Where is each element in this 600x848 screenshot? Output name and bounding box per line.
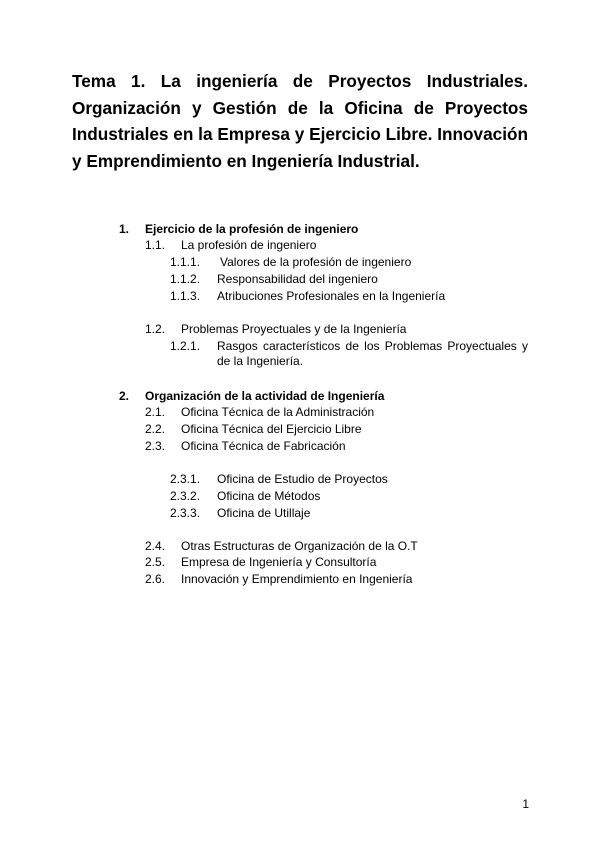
toc-number: 1.1.1. <box>170 255 201 269</box>
toc-text: Oficina de Estudio de Proyectos <box>217 472 388 486</box>
toc-text: Oficina Técnica de Fabricación <box>181 439 346 453</box>
toc-text: Responsabilidad del ingeniero <box>217 272 378 286</box>
toc-number: 2.1. <box>145 405 166 419</box>
toc-text: Oficina Técnica del Ejercicio Libre <box>181 422 362 436</box>
toc-number: 2. <box>119 389 130 403</box>
toc-number: 1.1.3. <box>170 289 201 303</box>
toc-text: Atribuciones Profesionales en la Ingeniería <box>217 289 446 303</box>
toc-text: La profesión de ingeniero <box>181 238 317 252</box>
toc-number: 2.5. <box>145 555 166 569</box>
toc-number: 1. <box>119 222 130 236</box>
toc-number: 2.3.1. <box>170 472 201 486</box>
toc-text: Valores de la profesión de ingeniero <box>220 255 412 269</box>
page-number: 1 <box>522 797 529 811</box>
toc-number: 2.3.2. <box>170 489 201 503</box>
toc-number: 2.2. <box>145 422 166 436</box>
toc-text: Oficina de Métodos <box>217 489 321 503</box>
toc-number: 2.3.3. <box>170 506 201 520</box>
toc-text: Rasgos característicos de los Problemas Proyectuales y de la Ingeniería. <box>217 339 528 368</box>
toc-text: Empresa de Ingeniería y Consultoría <box>181 555 377 569</box>
toc-text: Otras Estructuras de Organización de la O.T <box>181 539 418 553</box>
toc-text: Innovación y Emprendimiento en Ingeniería <box>181 572 413 586</box>
toc-text: Ejercicio de la profesión de ingeniero <box>145 222 359 236</box>
toc-number: 2.4. <box>145 539 166 553</box>
toc-number: 1.1.2. <box>170 272 201 286</box>
toc-number: 1.1. <box>145 238 166 252</box>
toc-number: 2.3. <box>145 439 166 453</box>
document-title: Tema 1. La ingeniería de Proyectos Industriales. Organización y Gestión de la Oficina de Proyectos Industriales en la Empresa y Ejercicio Libre. Innovación y Emprendimiento en Ingeniería Industrial. <box>72 71 528 171</box>
toc-text: Oficina de Utillaje <box>217 506 311 520</box>
toc-text: Organización de la actividad de Ingeniería <box>145 389 385 403</box>
toc-number: 1.2. <box>145 322 166 336</box>
toc-number: 1.2.1. <box>170 339 201 353</box>
toc-text: Oficina Técnica de la Administración <box>181 405 375 419</box>
toc-number: 2.6. <box>145 572 166 586</box>
toc-text: Problemas Proyectuales y de la Ingeniería <box>181 322 407 336</box>
